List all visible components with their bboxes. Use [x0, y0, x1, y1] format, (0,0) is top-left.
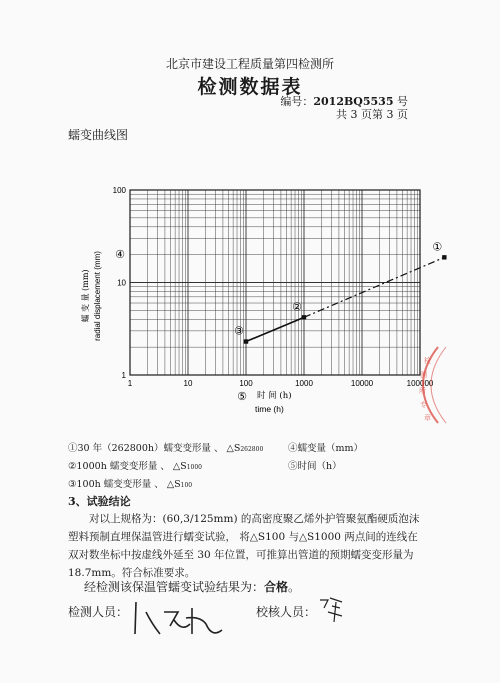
- institute-name: 北京市建设工程质量第四检测所: [165, 57, 334, 71]
- chart-caption: 蠕变曲线图: [68, 128, 129, 142]
- chart-grid: [130, 190, 420, 375]
- x-tick-label: 10: [183, 379, 193, 388]
- x-tick-label: 100000: [406, 379, 434, 388]
- legend-item-100h: [68, 476, 192, 490]
- x-tick-label: 1000: [295, 379, 313, 388]
- page-info: 共 3 页第 3 页: [336, 108, 408, 121]
- paragraph-text: 对以上规格为：(60,3/125mm) 的高密度聚乙烯外护管聚氨酯硬质泡沫塑料预制直埋保温管进行蠕变试验， 将△S100 与△S1000 两点间的连线在双对数坐标中按虚线外延至 30 年位置，可推算出管道的预期蠕变变形量为 18.7mm。符合标准要求。: [68, 513, 420, 579]
- series-line-extrapolated: [304, 257, 444, 317]
- y-tick-label: 10: [117, 278, 126, 288]
- legend-item-creep: ④蠕变量（mm）: [288, 443, 364, 454]
- data-point: [244, 339, 248, 343]
- point-label: ②: [292, 300, 302, 314]
- inspector-label: 检测人员：: [68, 605, 129, 619]
- y-axis-label-en: radial displacement (mm): [93, 251, 102, 341]
- section-title: 3、试验结论: [68, 495, 131, 508]
- result-label: 经检测该保温管蠕变试验结果为：: [84, 580, 265, 594]
- legend-item-1000h: [68, 458, 202, 472]
- series-line-measured: [246, 317, 304, 341]
- y-axis-label-cn: 蠕 变 量 (mm): [81, 269, 90, 323]
- legend-item-time: ⑤时间（h）: [288, 461, 342, 472]
- legend-item-30y: [68, 440, 263, 454]
- y-tick-label: 100: [112, 186, 126, 195]
- svg-text:所: 所: [419, 387, 426, 395]
- x-axis-marker: ⑤: [237, 390, 247, 403]
- checker-signature: [316, 594, 346, 624]
- y-tick-label: 1: [121, 371, 126, 380]
- x-tick-label: 100: [239, 379, 253, 388]
- legend-text: ③100h 蠕变变形量 、 △S: [68, 479, 181, 490]
- legend-sub: 1000: [186, 464, 202, 471]
- point-label: ①: [432, 240, 443, 254]
- result-end: 。: [288, 580, 301, 594]
- document-title: 检测数据表: [197, 76, 303, 98]
- data-point: [442, 255, 446, 259]
- report-number-label: 编号：: [280, 95, 314, 108]
- legend-sub: 262800: [240, 446, 264, 453]
- svg-text:测: 测: [420, 371, 427, 379]
- point-label: ③: [234, 324, 244, 338]
- test-result: [84, 578, 300, 595]
- legend-sub: 100: [180, 482, 193, 489]
- report-number-value: 2012BQ5535: [313, 95, 394, 108]
- x-tick-label: 1: [127, 379, 133, 388]
- official-stamp: [398, 345, 458, 425]
- svg-text:检: 检: [424, 357, 431, 365]
- checker-label: 校核人员：: [256, 605, 317, 619]
- result-value: 合格: [264, 580, 289, 594]
- y-axis-marker: ④: [115, 248, 125, 261]
- tick-labels: [113, 186, 434, 388]
- legend-text: ①30 年（262800h）蠕变变形量 、 △S: [68, 443, 241, 454]
- legend-text: ②1000h 蠕变变形量 、 △S: [68, 461, 187, 472]
- marker-layer: [234, 240, 446, 343]
- inspector-signature: [126, 594, 226, 644]
- x-tick-label: 10000: [350, 379, 374, 388]
- report-number-suffix: 号: [397, 95, 408, 108]
- svg-text:专: 专: [420, 401, 427, 409]
- data-point: [302, 315, 306, 319]
- svg-text:章: 章: [424, 414, 431, 422]
- x-axis-label-cn: 时 间 (h): [257, 391, 292, 401]
- conclusion-paragraph: [68, 510, 423, 582]
- x-axis-label-en: time (h): [255, 404, 284, 414]
